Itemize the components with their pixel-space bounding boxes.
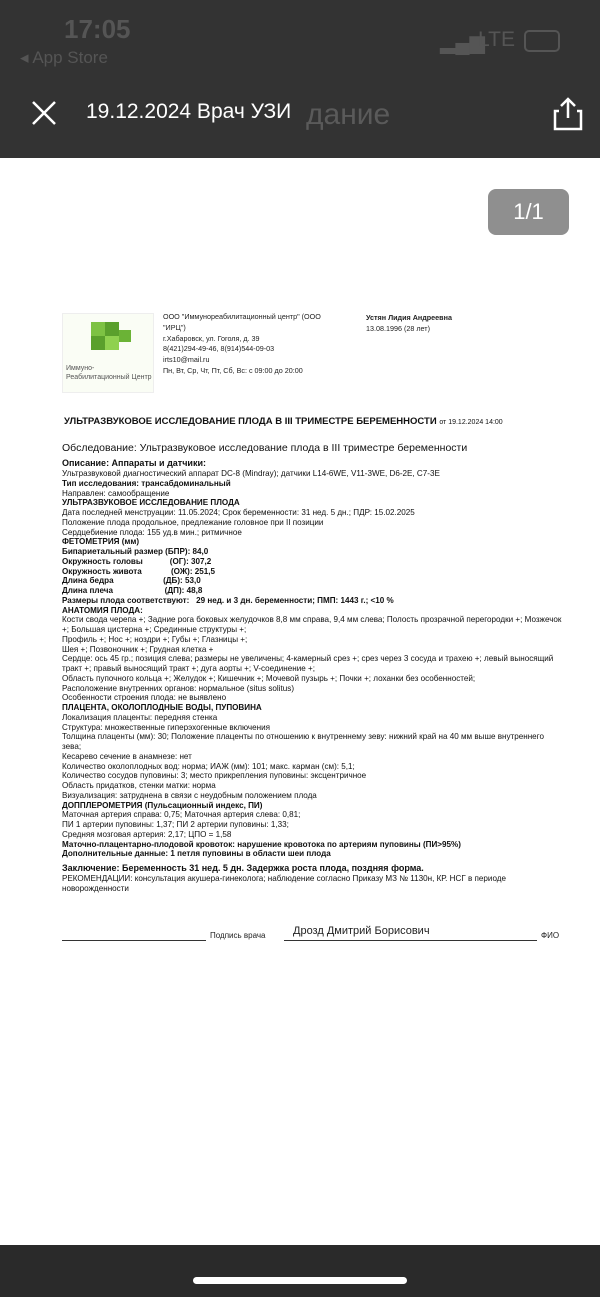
document-page [0,158,600,1245]
share-icon[interactable] [551,96,585,132]
top-bar [0,0,600,158]
back-to-app-store[interactable]: ◂ App Store [20,48,108,67]
patient-dob: 13.08.1996 (28 лет) [366,324,430,333]
close-icon[interactable] [30,99,58,127]
ghost-title: дание [306,98,391,131]
page-indicator: 1/1 [488,189,569,235]
signature-label: Подпись врача [210,931,266,940]
clinic-info: ООО "Иммунореабилитационный центр" (ООО "ИРЦ") г.Хабаровск, ул. Гоголя, д. 39 8(421)294-49-46, 8(914)544-09-03 irts10@mail.ru Пн, Вт, Ср, Чт, Пт, Сб, Вс: с 09:00 до 20:00 [163,312,321,375]
signature-line [62,940,206,941]
status-time: 17:05 [64,14,131,44]
patient-name: Устян Лидия Андреевна [366,313,452,322]
battery-icon [524,30,560,52]
report-body: Обследование: Ультразвуковое исследование плода в III триместре беременности Описание: Аппараты и датчики: Ультразвуковой диагностический аппарат DC-8 (Mindray); датчики L14-6WE, V11-3WE, D6-2E, C7-3E Тип исследования: трансабдоминальный Направлен: самообращение УЛЬТРАЗВУКОВОЕ ИССЛЕДОВАНИЕ ПЛОДА Дата последней менструации: 11.05.2024; Срок беременности: 31 нед. 5 дн.; ПДР: 15.02.2025 Положение плода продольное, предлежание головное при II позиции Сердцебиение плода: 155 уд.в мин.; ритмичное ФЕТОМЕТРИЯ (мм) Бипариетальный размер (БПР): 84,0 Окружность головы (ОГ): 307,2 Окружность живота (ОЖ): 251,5 Длина бедра (ДБ): 53,0 Длина плеча (ДП): 48,8 Размеры плода соответствуют: 29 нед. и 3 дн. беременности; ПМП: 1443 г.; <10 % АНАТОМИЯ ПЛОДА: Кости свода черепа +; Задние рога боковых желудочков 8,8 мм справа, 9,4 мм слева; Полость прозрачной перегородки +; Мозжечок +; Большая цистерна +; Срединные структуры +; Профиль +; Нос +; ноздри +; Губы +; Глазницы +; Шея +; Позвоночник +; Грудная клетка + Сердце: ось 45 гр.; позиция слева; размеры не увеличены; 4-камерный срез +; срез через 3 сосуда и трахею +; левый выносящий тракт +; правый выносящий тракт +; дуга аорты +; V-соединение +; Область пупочного кольца +; Желудок +; Кишечник +; Мочевой пузырь +; Почки +; лоханки без особенностей; Расположение внутренних органов: нормальное (situs solitus) Особенности строения плода: не выявлено ПЛАЦЕНТА, ОКОЛОПЛОДНЫЕ ВОДЫ, ПУПОВИНА Локализация плаценты: передняя стенка Структура: множественные гиперэхогенные включения Толщина плаценты (мм): 30; Положение плаценты по отношению к внутреннему зеву: нижний край на 40 мм выше внутреннего зева; Кесарево сечение в анамнезе: нет Количество околоплодных вод: норма; ИАЖ (мм): 101; макс. карман (см): 5,1; Количество сосудов пуповины: 3; место прикрепления пуповины: эксцентричное Область придатков, стенки матки: норма Визуализация: затруднена в связи с неудобным положением плода ДОППЛЕРОМЕТРИЯ (Пульсационный индекс, ПИ) Маточная артерия справа: 0,75; Маточная артерия слева: 0,81; ПИ 1 артерии пуповины: 1,37; ПИ 2 артерии пуповины: 1,33; Средняя мозговая артерия: 2,17; ЦПО = 1,58 Маточно-плацентарно-плодовой кровоток: нарушение кровотока по артериям пуповины (ПИ>95%) Дополнительные данные: 1 петля пуповины в области шеи плода Заключение: Беременность 31 нед. 5 дн. Задержка роста плода, поздняя форма. РЕКОМЕНДАЦИИ: консультация акушера-гинеколога; наблюдение согласно Приказу МЗ № 1130н, КР. НСГ в периоде новорожденности [62,442,562,893]
home-indicator[interactable] [193,1277,407,1284]
network-type: LTE [478,28,515,51]
document-title: УЛЬТРАЗВУКОВОЕ ИССЛЕДОВАНИЕ ПЛОДА В III ТРИМЕСТРЕ БЕРЕМЕННОСТИ от 19.12.2024 14:00 [64,416,503,427]
clinic-logo: Иммуно-Реабилитационный Центр [62,313,154,393]
nav-title: 19.12.2024 Врач УЗИ [86,100,292,123]
patient-info [366,312,452,334]
doctor-name: Дрозд Дмитрий Борисович [293,925,430,937]
fio-label: ФИО [541,931,560,940]
name-line [284,940,537,941]
signal-icon: ▂▄▆ [440,32,485,54]
